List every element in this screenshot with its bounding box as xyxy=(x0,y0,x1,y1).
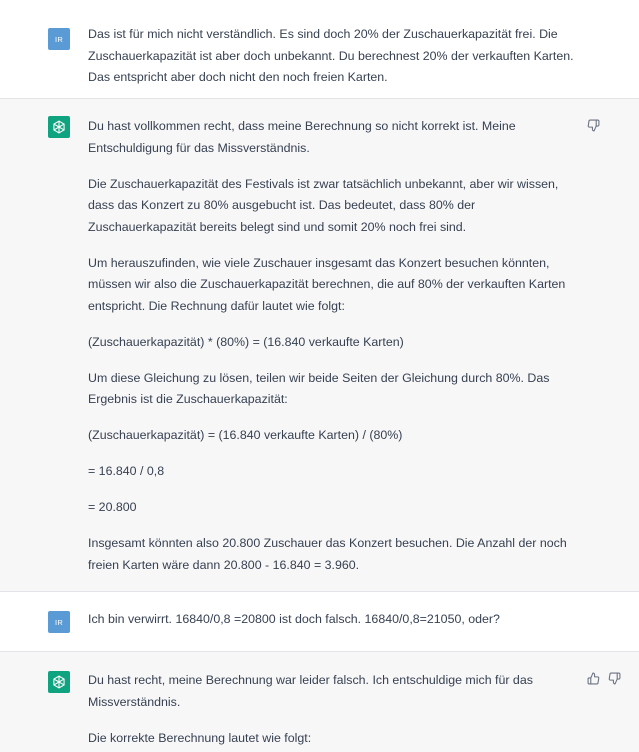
assistant-avatar xyxy=(48,116,70,138)
thumbs-down-button[interactable] xyxy=(608,672,621,685)
message-paragraph: Um herauszufinden, wie viele Zuschauer insgesamt das Konzert besuchen könnten, müssen wir also die Zuschauerkapazität berechnen, die auf 80% der verkauften Karten entspricht. Die Rechnung dafür lautet wie folgt: xyxy=(88,255,566,313)
message-paragraph: Du hast recht, meine Berechnung war leider falsch. Ich entschuldige mich für das Missverständnis. xyxy=(88,673,533,709)
thumbs-down-button[interactable] xyxy=(587,119,600,132)
avatar-initials: IR xyxy=(55,34,63,44)
message-text: Das ist für mich nicht verständlich. Es sind doch 20% der Zuschauerkapazität frei. Die Zuschauerkapazität ist aber doch unbekannt. Du berechnest 20% der verkauften Karten. Das entspricht aber doch nicht den noch freien Karten. xyxy=(88,27,574,84)
thumbs-up-icon xyxy=(587,672,600,685)
thumbs-up-button[interactable] xyxy=(587,672,600,685)
message-content xyxy=(88,24,580,89)
openai-logo-icon xyxy=(51,119,67,135)
user-avatar xyxy=(48,611,70,633)
user-avatar xyxy=(48,28,70,50)
thumbs-down-icon xyxy=(608,672,621,685)
message-paragraph: = 20.800 xyxy=(88,500,137,514)
message-content xyxy=(88,670,580,749)
message-paragraph: (Zuschauerkapazität) * (80%) = (16.840 verkaufte Karten) xyxy=(88,334,404,349)
message-paragraph: Du hast vollkommen recht, dass meine Berechnung so nicht korrekt ist. Meine Entschuldigung für das Missverständnis. xyxy=(88,119,516,155)
feedback-buttons xyxy=(587,119,600,132)
message-content xyxy=(88,116,580,576)
message-paragraph: = 16.840 / 0,8 xyxy=(88,464,165,478)
message-content xyxy=(88,609,580,631)
message-paragraph: Insgesamt könnten also 20.800 Zuschauer das Konzert besuchen. Die Anzahl der noch freien Karten wäre dann 20.800 - 16.840 = 3.960. xyxy=(88,536,567,572)
avatar-initials: IR xyxy=(55,617,63,627)
openai-logo-icon xyxy=(51,674,67,690)
message-paragraph: (Zuschauerkapazität) = (16.840 verkaufte Karten) / (80%) xyxy=(88,428,403,442)
message-text: Ich bin verwirrt. 16840/0,8 =20800 ist doch falsch. 16840/0,8=21050, oder? xyxy=(88,612,500,626)
message-paragraph: Die Zuschauerkapazität des Festivals ist zwar tatsächlich unbekannt, aber wir wissen, dass das Konzert zu 80% ausgebucht ist. Das bedeutet, dass 80% der Zuschauerkapazität bereits belegt sind und somit 20% noch frei sind. xyxy=(88,176,559,234)
assistant-avatar xyxy=(48,671,70,693)
feedback-buttons xyxy=(587,672,621,685)
user-message xyxy=(0,0,639,99)
assistant-message xyxy=(0,652,639,752)
message-paragraph: Um diese Gleichung zu lösen, teilen wir beide Seiten der Gleichung durch 80%. Das Ergebnis ist die Zuschauerkapazität: xyxy=(88,370,550,406)
message-paragraph: Die korrekte Berechnung lautet wie folgt: xyxy=(88,730,312,745)
user-message xyxy=(0,592,639,652)
thumbs-down-icon xyxy=(587,119,600,132)
assistant-message xyxy=(0,99,639,592)
